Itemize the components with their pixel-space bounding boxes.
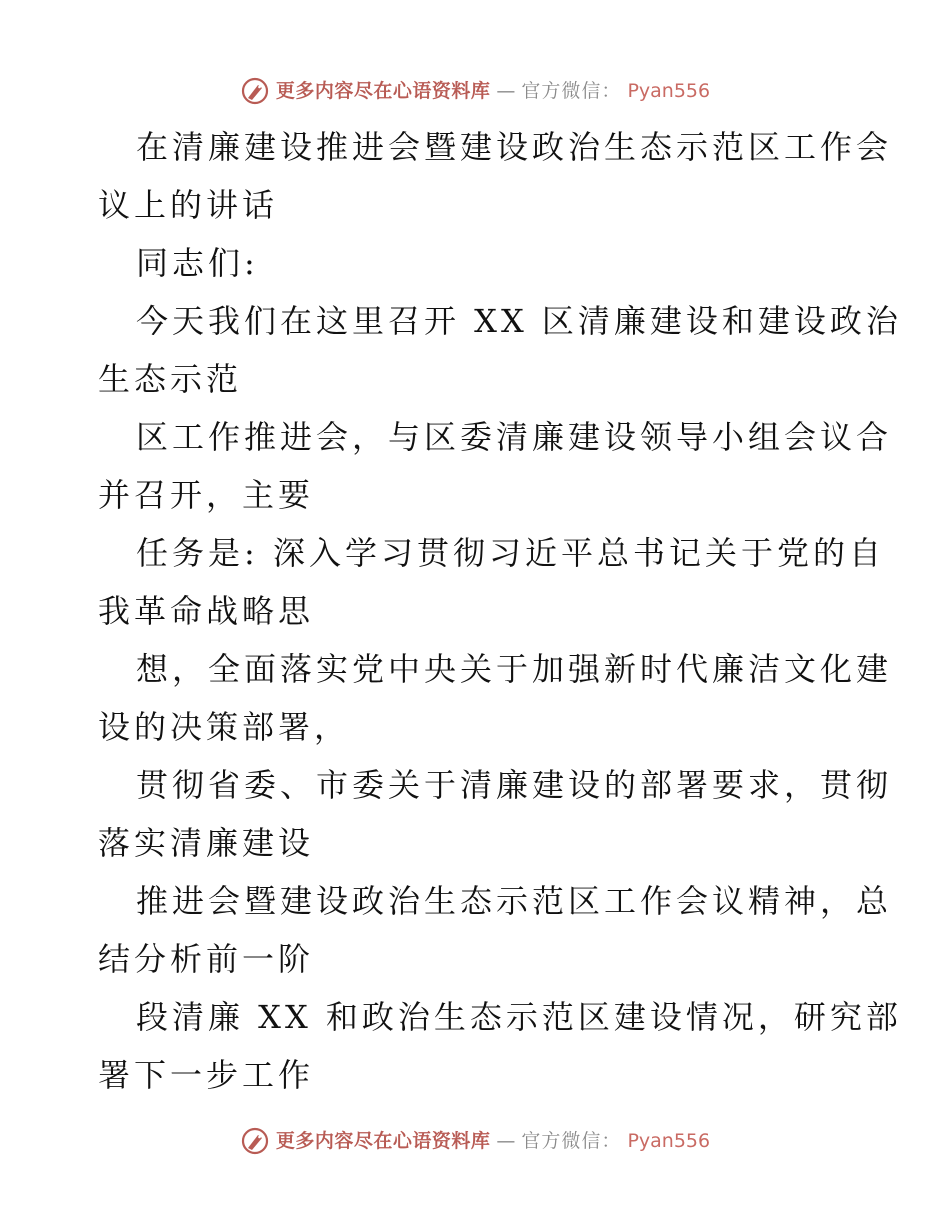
pen-nib-circle-icon xyxy=(240,1126,270,1156)
document-title-line-1: 在清廉建设推进会暨建设政治生态示范区工作会 xyxy=(136,128,893,166)
salutation: 同志们: xyxy=(136,244,259,282)
watermark-wechat-id: Pyan556 xyxy=(627,1130,711,1152)
pen-nib-circle-icon xyxy=(240,76,270,106)
paragraph-line: 落实清廉建设 xyxy=(98,824,315,862)
paragraph-line: 结分析前一阶 xyxy=(98,940,315,978)
paragraph-line: 区工作推进会，与区委清廉建设领导小组会议合 xyxy=(136,418,893,456)
paragraph-line: 设的决策部署， xyxy=(98,708,351,746)
paragraph-line: 署下一步工作 xyxy=(98,1056,315,1094)
document-title-line-2: 议上的讲话 xyxy=(98,186,279,224)
watermark-dash: — xyxy=(496,1130,516,1152)
watermark-text: 更多内容尽在心语资料库 xyxy=(275,80,491,102)
paragraph-line: 并召开，主要 xyxy=(98,476,315,514)
watermark-wechat-id: Pyan556 xyxy=(627,80,711,102)
paragraph-line: 生态示范 xyxy=(98,360,243,398)
watermark-label: 官方微信： xyxy=(521,1130,622,1152)
paragraph-line: 想，全面落实党中央关于加强新时代廉洁文化建 xyxy=(136,650,893,688)
paragraph-line: 我革命战略思 xyxy=(98,592,315,630)
watermark-text: 更多内容尽在心语资料库 xyxy=(275,1130,491,1152)
footer-watermark xyxy=(0,1126,950,1156)
header-watermark xyxy=(0,76,950,106)
document-body xyxy=(98,118,902,1104)
watermark-label: 官方微信： xyxy=(521,80,622,102)
paragraph-line: 今天我们在这里召开 XX 区清廉建设和建设政治 xyxy=(136,302,902,340)
paragraph-line: 推进会暨建设政治生态示范区工作会议精神，总 xyxy=(136,882,893,920)
paragraph-line: 贯彻省委、市委关于清廉建设的部署要求，贯彻 xyxy=(136,766,893,804)
watermark-dash: — xyxy=(496,80,516,102)
paragraph-line: 段清廉 XX 和政治生态示范区建设情况，研究部 xyxy=(136,998,902,1036)
paragraph-line: 任务是: 深入学习贯彻习近平总书记关于党的自 xyxy=(136,534,885,572)
